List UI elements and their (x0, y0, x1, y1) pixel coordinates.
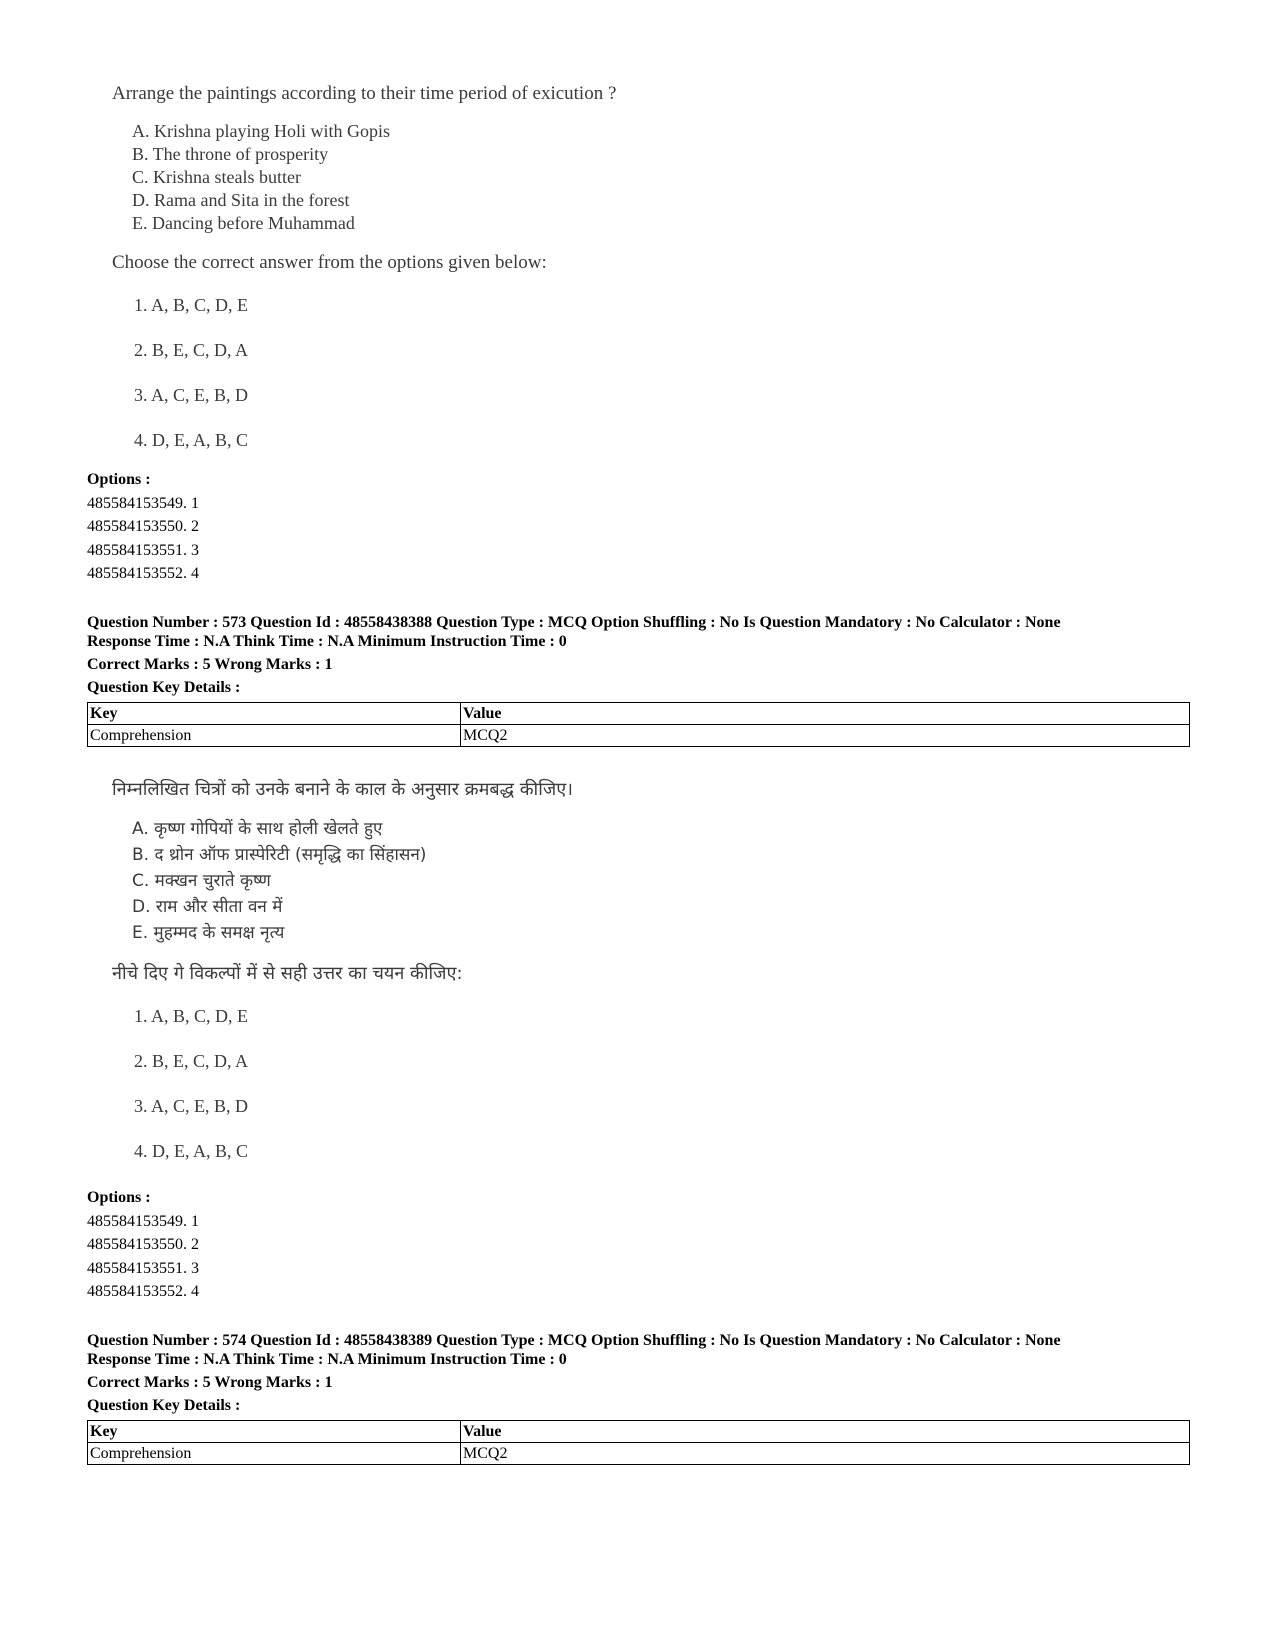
option-id: 485584153550. 2 (87, 518, 199, 535)
options-label: Options : (87, 1189, 151, 1206)
question-meta-line: Question Number : 573 Question Id : 48558438388 Question Type : MCQ Option Shuffling : No Is Question Mandatory : No Calculator : None (87, 614, 1061, 631)
key-details-label: Question Key Details : (87, 679, 241, 696)
option-id: 485584153549. 1 (87, 1212, 199, 1230)
answer-choice: 1. A, B, C, D, E (134, 1006, 249, 1026)
question-image-hindi (112, 778, 573, 1184)
option-id: 485584153551. 3 (87, 1259, 199, 1277)
option-id: 485584153552. 4 (87, 1283, 199, 1300)
table-cell-key: Comprehension (88, 725, 461, 747)
painting-item: C. Krishna steals butter (132, 167, 301, 187)
question-stem: Arrange the paintings according to their time period of exicution ? (112, 83, 617, 104)
painting-item: E. Dancing before Muhammad (132, 213, 355, 233)
question-meta-line: Question Number : 574 Question Id : 48558438389 Question Type : MCQ Option Shuffling : No Is Question Mandatory : No Calculator : None (87, 1332, 1061, 1349)
painting-item: C. मक्खन चुराते कृष्ण (132, 871, 271, 891)
painting-item: B. द थ्रोन ऑफ प्रास्पेरिटी (समृद्धि का सिंहासन) (132, 845, 427, 865)
painting-list (132, 816, 573, 946)
question-instruction: नीचे दिए गे विकल्पों में से सही उत्तर का चयन कीजिए: (112, 963, 463, 984)
painting-item: E. मुहम्मद के समक्ष नृत्य (132, 923, 285, 943)
key-details-table (87, 1420, 1190, 1465)
painting-list (132, 120, 616, 235)
answer-choices (134, 293, 616, 473)
table-header-value: Value (461, 703, 1190, 725)
option-id: 485584153552. 4 (87, 565, 199, 582)
marks-line: Correct Marks : 5 Wrong Marks : 1 (87, 1374, 333, 1391)
answer-choice: 1. A, B, C, D, E (134, 295, 249, 315)
table-header-key: Key (88, 703, 461, 725)
question-header (87, 1331, 1197, 1369)
table-cell-key: Comprehension (88, 1443, 461, 1465)
answer-choice: 3. A, C, E, B, D (134, 1096, 249, 1116)
table-row (88, 1443, 1190, 1465)
question-header (87, 613, 1197, 651)
answer-choice: 3. A, C, E, B, D (134, 385, 249, 405)
answer-choice: 2. B, E, C, D, A (134, 340, 249, 360)
painting-item: D. राम और सीता वन में (132, 897, 283, 917)
question-meta-line: Response Time : N.A Think Time : N.A Minimum Instruction Time : 0 (87, 1351, 567, 1368)
option-id: 485584153549. 1 (87, 494, 199, 512)
table-header-value: Value (461, 1421, 1190, 1443)
question-instruction: Choose the correct answer from the options given below: (112, 252, 547, 273)
table-cell-value: MCQ2 (461, 1443, 1190, 1465)
key-details-table (87, 702, 1190, 747)
painting-item: B. The throne of prosperity (132, 144, 329, 164)
question-stem: निम्नलिखित चित्रों को उनके बनाने के काल के अनुसार क्रमबद्ध कीजिए। (112, 779, 574, 800)
question-meta-line: Response Time : N.A Think Time : N.A Minimum Instruction Time : 0 (87, 633, 567, 650)
table-row (88, 725, 1190, 747)
table-header-key: Key (88, 1421, 461, 1443)
option-id: 485584153550. 2 (87, 1236, 199, 1253)
painting-item: A. Krishna playing Holi with Gopis (132, 121, 390, 141)
answer-choice: 4. D, E, A, B, C (134, 1141, 249, 1161)
painting-item: D. Rama and Sita in the forest (132, 190, 350, 210)
painting-item: A. कृष्ण गोपियों के साथ होली खेलते हुए (132, 819, 383, 839)
table-header-row (88, 703, 1190, 725)
options-label: Options : (87, 471, 151, 488)
options-block (87, 468, 199, 586)
options-block (87, 1186, 199, 1304)
key-details-label: Question Key Details : (87, 1397, 241, 1414)
answer-choice: 2. B, E, C, D, A (134, 1051, 249, 1071)
answer-choices (134, 1004, 573, 1184)
option-id: 485584153551. 3 (87, 541, 199, 559)
answer-choice: 4. D, E, A, B, C (134, 430, 249, 450)
marks-line: Correct Marks : 5 Wrong Marks : 1 (87, 656, 333, 673)
table-cell-value: MCQ2 (461, 725, 1190, 747)
table-header-row (88, 1421, 1190, 1443)
question-image-english (112, 82, 616, 473)
